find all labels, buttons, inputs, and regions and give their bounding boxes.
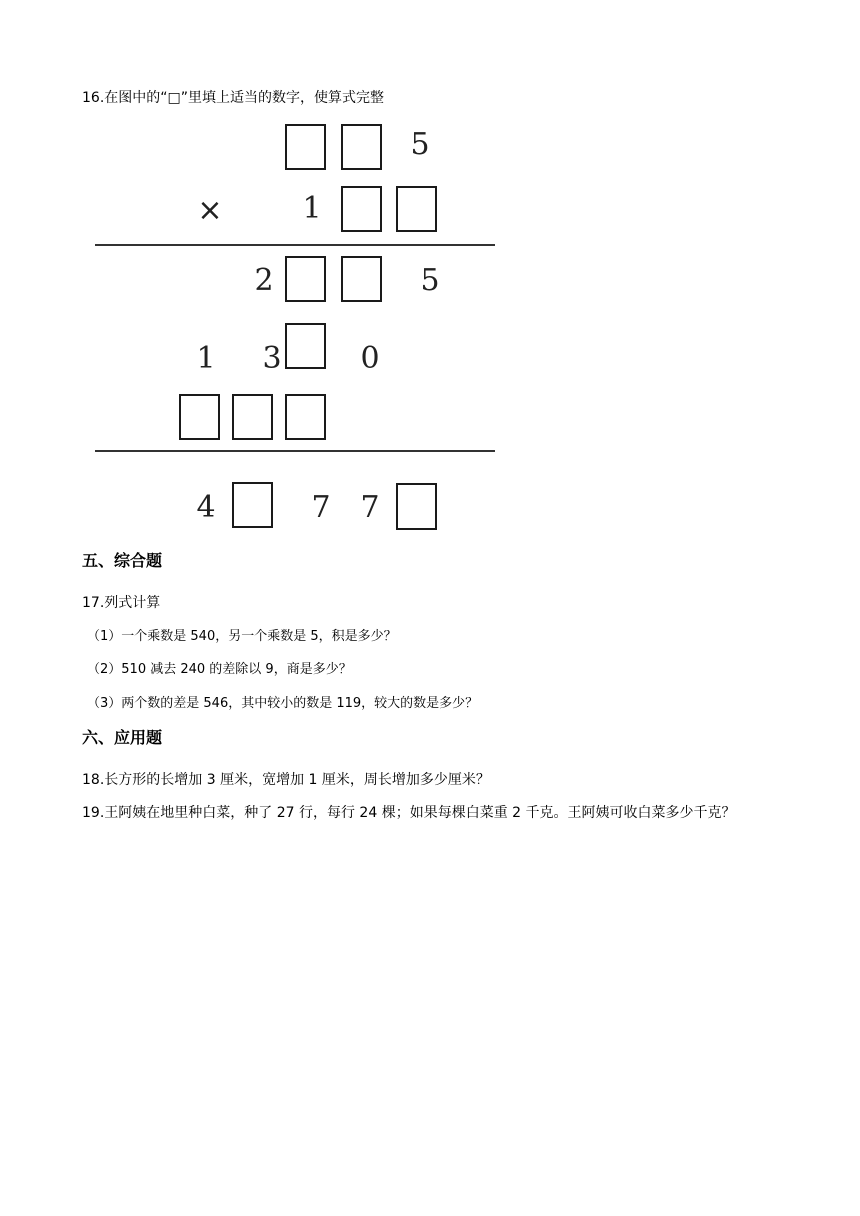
blank-box — [396, 483, 437, 530]
result-digit: 7 — [311, 490, 331, 525]
blank-box — [341, 186, 382, 232]
blank-box — [232, 394, 273, 440]
blank-box — [285, 124, 326, 170]
blank-box — [341, 256, 382, 302]
divider-line — [95, 450, 495, 452]
question-17-title: 17.列式计算 — [82, 595, 161, 611]
multiplier-digit: 1 — [302, 191, 322, 226]
blank-box — [285, 323, 326, 369]
blank-box — [396, 186, 437, 232]
question-19: 19.王阿姨在地里种白菜，种了 27 行，每行 24 棵；如果每棵白菜重 2 千克。王阿姨可收白菜多少千克？ — [82, 805, 736, 821]
section-5-heading: 五、综合题 — [82, 551, 163, 570]
blank-box — [232, 482, 273, 528]
multiplication-puzzle-figure — [92, 115, 497, 540]
section-6-heading: 六、应用题 — [82, 728, 163, 747]
partial-product-digit: 2 — [254, 263, 274, 298]
result-digit: 7 — [360, 490, 380, 525]
blank-box — [285, 256, 326, 302]
blank-box — [285, 394, 326, 440]
question-17-item-1: （1）一个乘数是 540，另一个乘数是 5，积是多少？ — [87, 629, 397, 644]
partial-product-digit: 0 — [360, 341, 380, 376]
partial-product-digit: 5 — [420, 263, 440, 298]
blank-box — [179, 394, 220, 440]
divider-line — [95, 244, 495, 246]
blank-box — [341, 124, 382, 170]
partial-product-digit: 3 — [262, 341, 282, 376]
question-18: 18.长方形的长增加 3 厘米，宽增加 1 厘米，周长增加多少厘米？ — [82, 772, 490, 788]
question-17-item-2: （2）510 减去 240 的差除以 9，商是多少？ — [87, 662, 352, 677]
question-17-item-3: （3）两个数的差是 546，其中较小的数是 119，较大的数是多少？ — [87, 696, 479, 711]
multiplicand-digit: 5 — [410, 127, 430, 162]
result-digit: 4 — [196, 490, 216, 525]
times-sign: × — [197, 193, 223, 228]
question-16-title: 16.在图中的“□”里填上适当的数字，使算式完整 — [82, 90, 384, 106]
partial-product-digit: 1 — [196, 341, 216, 376]
